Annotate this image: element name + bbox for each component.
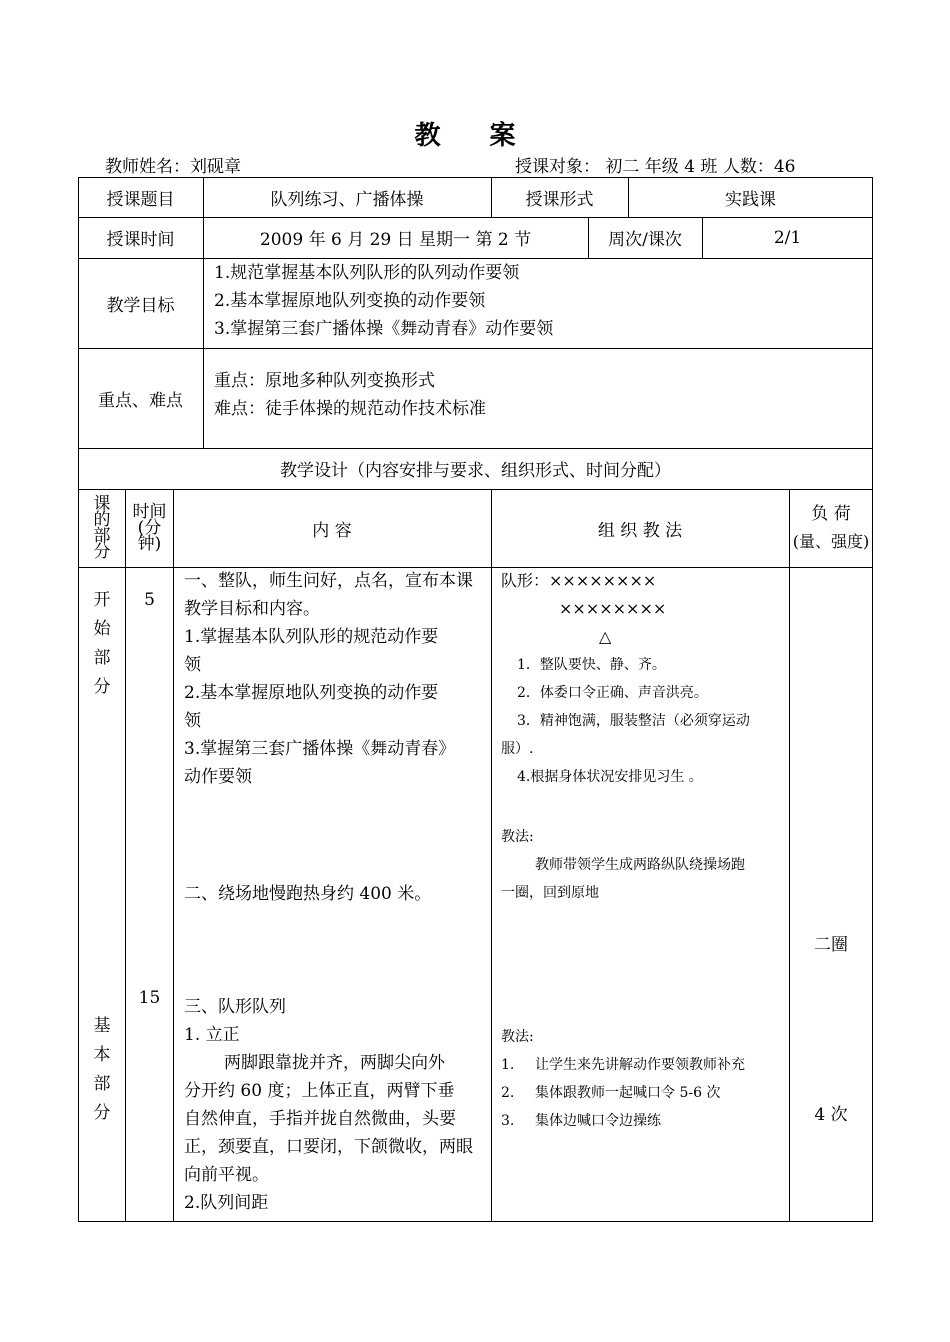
time-value: 2009 年 6 月 29 日 星期一 第 2 节 <box>259 230 532 250</box>
goals-label: 教学目标 <box>106 295 175 316</box>
method-label: 教法: <box>501 1029 534 1045</box>
week-label: 周次/课次 <box>608 230 682 250</box>
list-number: 1. <box>501 1057 515 1073</box>
method-drill <box>501 1023 745 1135</box>
method-label: 教法: <box>501 829 534 845</box>
form-value: 实践课 <box>725 189 776 210</box>
method-run <box>501 823 745 907</box>
time-label: 授课时间 <box>106 230 175 250</box>
content-line: 2.基本掌握原地队列变换的动作要 <box>184 683 439 703</box>
part-basic-time: 15 <box>138 988 161 1008</box>
goal-item: 3.掌握第三套广播体操《舞动青春》动作要领 <box>214 319 554 339</box>
week-value: 2/1 <box>773 227 802 248</box>
formation-row-1: 队形：×××××××× <box>501 571 657 590</box>
method-line: 一圈，回到原地 <box>501 885 599 901</box>
load-drill: 4 次 <box>814 1105 848 1125</box>
method-line: 2．体委口令正确、声音洪亮。 <box>517 685 708 701</box>
goal-item: 2.基本掌握原地队列变换的动作要领 <box>214 291 486 311</box>
content-cell <box>184 567 484 791</box>
method-line: 教师带领学生成两路纵队绕操场跑 <box>535 857 745 873</box>
content-warmup: 二、绕场地慢跑热身约 400 米。 <box>184 884 432 904</box>
part-start-time: 5 <box>144 590 155 610</box>
content-line: 领 <box>184 655 201 675</box>
list-number: 3. <box>501 1113 515 1129</box>
content-line: 正，颈要直，口要闭，下颌微收，两眼 <box>184 1137 473 1157</box>
content-line: 向前平视。 <box>184 1165 269 1185</box>
key-list <box>214 367 486 423</box>
col-part-header: 课的部分 <box>93 494 111 562</box>
content-line: 领 <box>184 711 201 731</box>
class-target: 授课对象： 初二 年级 4 班 人数：46 <box>515 157 796 177</box>
teacher-name: 教师姓名：刘砚章 <box>105 157 241 177</box>
content-line: 自然伸直，手指并拢自然微曲，头要 <box>184 1109 456 1129</box>
method-line: 服）. <box>501 741 534 757</box>
topic-value: 队列练习、广播体操 <box>270 189 424 210</box>
col-time-header: 时间(分钟) <box>132 502 167 554</box>
col-content-header: 内 容 <box>312 520 352 541</box>
content-line: 两脚跟靠拢并齐，两脚尖向外 <box>224 1053 445 1073</box>
col-method-header: 组 织 教 法 <box>597 520 683 541</box>
part-basic-label: 基本部分 <box>93 1016 111 1123</box>
method-line: 1．整队要快、静、齐。 <box>517 657 666 673</box>
method-line: 4.根据身体状况安排见习生 。 <box>517 769 703 785</box>
col-load-subheader: (量、强度) <box>792 532 870 551</box>
key-label: 重点、难点 <box>98 390 183 411</box>
formation-row-2: ×××××××× <box>559 599 667 618</box>
content-line: 分开约 60 度；上体正直，两臂下垂 <box>184 1081 455 1101</box>
method-cell <box>501 567 786 791</box>
key-item: 重点：原地多种队列变换形式 <box>214 371 435 391</box>
content-line: 教学目标和内容。 <box>184 599 320 619</box>
col-load-header: 负 荷 <box>811 504 851 524</box>
teacher-triangle-icon: △ <box>599 627 612 646</box>
design-title: 教学设计（内容安排与要求、组织形式、时间分配） <box>280 461 671 481</box>
method-line: 集体边喊口令边操练 <box>535 1113 661 1129</box>
method-line: 3．精神饱满，服装整洁（必须穿运动 <box>517 713 750 729</box>
page-title: 教 案 <box>414 121 536 151</box>
form-label: 授课形式 <box>525 189 594 210</box>
content-line: 三、队形队列 <box>184 997 286 1017</box>
key-item: 难点：徒手体操的规范动作技术标准 <box>214 399 486 419</box>
goals-list <box>214 259 553 343</box>
content-line: 1. 立正 <box>184 1025 240 1045</box>
load-run: 二圈 <box>814 935 848 955</box>
content-line: 3.掌握第三套广播体操《舞动青春》 <box>184 739 456 759</box>
goal-item: 1.规范掌握基本队列队形的队列动作要领 <box>214 263 520 283</box>
content-line: 2.队列间距 <box>184 1193 269 1213</box>
topic-label: 授课题目 <box>106 189 175 210</box>
content-drill <box>184 993 489 1217</box>
content-line: 1.掌握基本队列队形的规范动作要 <box>184 627 439 647</box>
content-line: 一、整队，师生问好，点名，宣布本课 <box>184 571 473 591</box>
method-line: 让学生来先讲解动作要领教师补充 <box>535 1057 745 1073</box>
list-number: 2. <box>501 1085 515 1101</box>
content-line: 动作要领 <box>184 767 252 787</box>
part-start-label: 开始部分 <box>93 590 111 697</box>
method-line: 集体跟教师一起喊口令 5-6 次 <box>535 1085 721 1101</box>
